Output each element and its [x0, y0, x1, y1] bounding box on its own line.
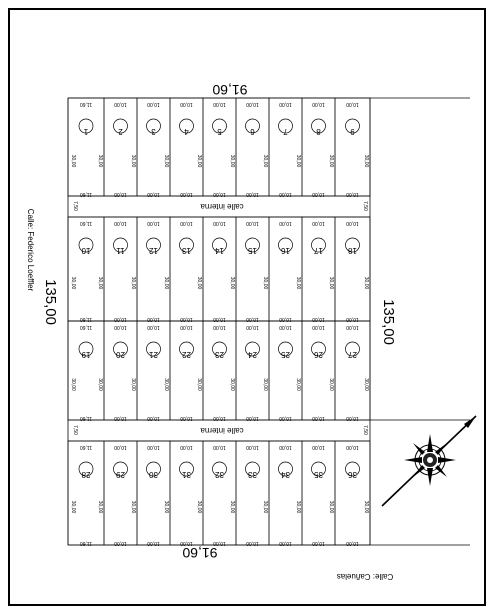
lot-front-bottom: 10,00 — [147, 415, 160, 421]
lot-number: 16 — [281, 246, 290, 255]
lot-front-top: 10,00 — [213, 101, 226, 107]
left-depth-label: 135,00 — [42, 279, 59, 325]
lot-depth: 30,00 — [295, 276, 301, 290]
lot-depth: 30,00 — [130, 500, 136, 514]
lot-front-top: 10,00 — [246, 220, 259, 226]
street-left-label: Calle: Federico Loeffler — [26, 208, 35, 292]
lot-front-top: 10,00 — [346, 444, 359, 450]
lot-number: 26 — [314, 350, 323, 359]
lot-number: 24 — [248, 350, 257, 359]
lot-depth: 30,00 — [229, 154, 235, 168]
lot-32 — [203, 441, 236, 546]
lot-outline — [203, 217, 236, 321]
lot-outline — [302, 98, 335, 196]
lot-front-bottom: 10,00 — [346, 191, 359, 197]
lots-layer — [68, 98, 370, 546]
lot-29 — [104, 441, 137, 546]
lot-number: 15 — [248, 246, 257, 255]
lot-front-top: 10,00 — [147, 444, 160, 450]
lot-front-bottom: 10,00 — [147, 316, 160, 322]
lot-depth: 30,00 — [163, 154, 169, 168]
lot-number: 13 — [182, 246, 191, 255]
lot-front-top: 10,00 — [346, 220, 359, 226]
lot-front-top: 10,00 — [346, 324, 359, 330]
lot-front-bottom: 10,00 — [246, 540, 259, 546]
lot-front-bottom: 10,00 — [180, 316, 193, 322]
lot-front-bottom: 10,00 — [213, 540, 226, 546]
lot-depth: 30,00 — [163, 276, 169, 290]
lot-depth: 30,00 — [196, 276, 202, 290]
lot-14 — [203, 217, 236, 322]
lot-depth: 30,00 — [196, 154, 202, 168]
lot-number: 6 — [250, 127, 255, 136]
lot-depth: 30,00 — [262, 154, 268, 168]
lot-number: 9 — [350, 127, 355, 136]
lot-outline — [170, 98, 203, 196]
lot-outline — [335, 441, 370, 545]
lot-number: 30 — [149, 470, 158, 479]
lot-outline — [68, 321, 104, 420]
lot-front-top: 10,00 — [147, 324, 160, 330]
lot-front-top: 10,00 — [279, 444, 292, 450]
lot-28 — [68, 441, 104, 546]
lot-depth: 30,00 — [130, 378, 136, 391]
internal-street-upper-label: calle interna — [200, 202, 244, 211]
right-depth-label: 135,00 — [380, 299, 397, 345]
lot-23 — [203, 321, 236, 421]
lot-number: 27 — [348, 350, 357, 359]
lot-outline — [335, 217, 370, 321]
lot-outline — [236, 217, 269, 321]
lot-front-bottom: 10,00 — [114, 191, 127, 197]
lot-front-bottom: 10,00 — [312, 316, 325, 322]
lot-19 — [68, 321, 104, 421]
lot-front-top: 11,60 — [79, 444, 93, 450]
lot-front-top: 10,00 — [180, 444, 193, 450]
lot-outline — [104, 98, 137, 196]
lot-front-top: 10,00 — [312, 444, 325, 450]
lot-outline — [203, 321, 236, 420]
lot-front-top: 10,00 — [346, 101, 359, 107]
lot-number: 22 — [182, 350, 191, 359]
lot-front-top: 10,00 — [180, 101, 193, 107]
lot-13 — [170, 217, 203, 322]
lot-number: 34 — [281, 470, 290, 479]
lot-9 — [335, 98, 370, 197]
lot-outline — [104, 321, 137, 420]
lot-31 — [170, 441, 203, 546]
lot-number: 32 — [215, 470, 224, 479]
lot-15 — [236, 217, 269, 322]
lot-depth-left: 30,00 — [70, 500, 76, 514]
lot-depth: 30,00 — [262, 276, 268, 290]
lot-depth: 30,00 — [97, 154, 103, 168]
lot-number: 20 — [116, 350, 125, 359]
lot-depth: 30,00 — [163, 378, 169, 391]
lot-depth: 30,00 — [262, 500, 268, 514]
lot-number: 3 — [151, 127, 156, 136]
lot-11 — [104, 217, 137, 322]
lot-number: 23 — [215, 350, 224, 359]
lot-depth: 30,00 — [229, 500, 235, 514]
lot-depth: 30,00 — [295, 378, 301, 391]
lot-outline — [137, 98, 170, 196]
lot-front-top: 10,00 — [246, 324, 259, 330]
lot-outline — [104, 217, 137, 321]
lot-depth: 30,00 — [97, 500, 103, 514]
lot-front-top: 10,00 — [147, 220, 160, 226]
lot-number: 18 — [348, 246, 357, 255]
lot-number: 31 — [182, 470, 191, 479]
lot-depth: 30,00 — [328, 500, 334, 514]
lot-depth: 30,00 — [262, 378, 268, 391]
lot-outline — [203, 98, 236, 196]
lot-front-bottom: 10,00 — [213, 415, 226, 421]
street-bottom-label: Calle: Cañuelas — [336, 572, 394, 581]
lot-front-top: 10,00 — [213, 444, 226, 450]
lot-outline — [269, 217, 302, 321]
lot-outline — [170, 321, 203, 420]
lot-outline — [302, 321, 335, 420]
lot-22 — [170, 321, 203, 421]
lot-outline — [104, 441, 137, 545]
lot-front-bottom: 10,00 — [312, 415, 325, 421]
lot-depth: 30,00 — [328, 378, 334, 391]
lot-depth-left: 30,00 — [70, 378, 76, 391]
lot-number: 35 — [314, 470, 323, 479]
lot-27 — [335, 321, 370, 421]
lot-front-bottom: 10,00 — [147, 191, 160, 197]
lot-depth: 30,00 — [130, 276, 136, 290]
lot-outline — [302, 217, 335, 321]
lot-front-bottom: 10,00 — [114, 316, 127, 322]
lot-front-bottom: 10,00 — [180, 415, 193, 421]
lot-number: 29 — [116, 470, 125, 479]
lot-outline — [203, 441, 236, 545]
lot-depth: 30,00 — [196, 378, 202, 391]
lot-front-bottom: 10,00 — [114, 540, 127, 546]
lot-depth: 30,00 — [328, 154, 334, 168]
lot-front-bottom: 11,60 — [79, 191, 93, 197]
lot-36 — [335, 441, 370, 546]
lot-26 — [302, 321, 335, 421]
lot-12 — [137, 217, 170, 322]
lot-number: 36 — [348, 470, 357, 479]
lot-front-bottom: 10,00 — [246, 316, 259, 322]
internal-street-lower-label: calle interna — [200, 426, 244, 435]
lot-number: 10 — [81, 246, 91, 255]
lot-front-bottom: 10,00 — [246, 415, 259, 421]
lot-front-bottom: 10,00 — [279, 540, 292, 546]
lot-front-top: 10,00 — [213, 324, 226, 330]
lot-outline — [236, 98, 269, 196]
lot-front-bottom: 10,00 — [312, 540, 325, 546]
lot-front-bottom: 10,00 — [246, 191, 259, 197]
lot-outline — [137, 217, 170, 321]
lot-25 — [269, 321, 302, 421]
lot-front-bottom: 10,00 — [180, 191, 193, 197]
lot-outline — [236, 441, 269, 545]
lot-depth: 30,00 — [363, 378, 369, 391]
lot-4 — [170, 98, 203, 197]
lot-front-bottom: 10,00 — [346, 540, 359, 546]
lot-16 — [269, 217, 302, 322]
lot-18 — [335, 217, 370, 322]
lot-front-top: 10,00 — [312, 101, 325, 107]
lot-front-top: 10,00 — [114, 101, 127, 107]
lot-front-bottom: 10,00 — [312, 191, 325, 197]
lot-outline — [170, 441, 203, 545]
lot-outline — [68, 217, 104, 321]
lot-outline — [68, 441, 104, 545]
lot-10 — [68, 217, 104, 322]
lot-front-top: 10,00 — [279, 324, 292, 330]
lot-front-bottom: 10,00 — [213, 316, 226, 322]
lot-outline — [170, 217, 203, 321]
lot-front-top: 10,00 — [114, 324, 127, 330]
top-width-label: 91,60 — [212, 82, 248, 98]
lot-number: 14 — [215, 246, 224, 255]
lot-depth: 30,00 — [295, 500, 301, 514]
lot-depth: 30,00 — [363, 500, 369, 514]
lot-depth: 30,00 — [163, 500, 169, 514]
lot-outline — [137, 321, 170, 420]
lot-depth: 30,00 — [363, 276, 369, 290]
lot-front-top: 10,00 — [180, 324, 193, 330]
lot-front-top: 10,00 — [114, 444, 127, 450]
lot-depth: 30,00 — [363, 154, 369, 168]
lot-outline — [236, 321, 269, 420]
lot-front-bottom: 11,60 — [79, 540, 93, 546]
lot-number: 25 — [281, 350, 290, 359]
lot-outline — [68, 98, 104, 196]
lot-depth: 30,00 — [196, 500, 202, 514]
lot-24 — [236, 321, 269, 421]
lot-17 — [302, 217, 335, 322]
lot-outline — [335, 321, 370, 420]
lot-front-bottom: 10,00 — [279, 191, 292, 197]
lot-30 — [137, 441, 170, 546]
lot-outline — [269, 441, 302, 545]
lot-number: 28 — [81, 470, 91, 479]
lot-8 — [302, 98, 335, 197]
lot-2 — [104, 98, 137, 197]
lot-front-top: 10,00 — [213, 220, 226, 226]
lot-6 — [236, 98, 269, 197]
lot-front-top: 10,00 — [312, 324, 325, 330]
lot-front-bottom: 10,00 — [346, 316, 359, 322]
lot-depth: 30,00 — [229, 378, 235, 391]
lot-number: 5 — [217, 127, 222, 136]
internal-street-upper-width-left: 7,50 — [72, 201, 78, 211]
lot-front-top: 11,60 — [79, 220, 93, 226]
lot-depth: 30,00 — [97, 378, 103, 391]
lot-number: 21 — [149, 350, 158, 359]
lot-number: 12 — [149, 246, 158, 255]
lot-number: 33 — [248, 470, 257, 479]
lot-5 — [203, 98, 236, 197]
lot-number: 1 — [83, 127, 89, 136]
lot-35 — [302, 441, 335, 546]
lot-33 — [236, 441, 269, 546]
internal-street-lower-width-right: 7,50 — [362, 425, 368, 435]
lot-number: 8 — [316, 127, 321, 136]
lot-front-top: 10,00 — [246, 101, 259, 107]
lot-number: 4 — [184, 127, 189, 136]
lot-outline — [269, 98, 302, 196]
internal-street-lower-width-left: 7,50 — [72, 425, 78, 435]
lot-20 — [104, 321, 137, 421]
lot-front-top: 10,00 — [279, 101, 292, 107]
lot-number: 17 — [314, 246, 323, 255]
internal-street-upper-width-right: 7,50 — [362, 201, 368, 211]
lot-number: 19 — [81, 350, 91, 359]
lot-front-top: 10,00 — [147, 101, 160, 107]
lot-depth: 30,00 — [295, 154, 301, 168]
lot-front-bottom: 10,00 — [114, 415, 127, 421]
lot-outline — [137, 441, 170, 545]
lot-depth-left: 30,00 — [70, 154, 76, 168]
bottom-width-label: 91,60 — [182, 545, 218, 561]
lot-front-bottom: 10,00 — [279, 316, 292, 322]
lot-depth: 30,00 — [97, 276, 103, 290]
lot-front-bottom: 10,00 — [147, 540, 160, 546]
lot-depth: 30,00 — [328, 276, 334, 290]
lot-number: 11 — [116, 246, 125, 255]
lot-outline — [269, 321, 302, 420]
lot-front-top: 10,00 — [279, 220, 292, 226]
lot-front-bottom: 10,00 — [213, 191, 226, 197]
lot-3 — [137, 98, 170, 197]
lot-outline — [302, 441, 335, 545]
lot-number: 7 — [283, 127, 288, 136]
lot-depth: 30,00 — [130, 154, 136, 168]
compass-rose-icon — [382, 416, 476, 506]
lot-front-bottom: 10,00 — [180, 540, 193, 546]
lot-front-top: 11,60 — [79, 324, 93, 330]
lot-front-top: 10,00 — [246, 444, 259, 450]
lot-7 — [269, 98, 302, 197]
lot-depth: 30,00 — [229, 276, 235, 290]
lot-front-top: 10,00 — [114, 220, 127, 226]
lot-21 — [137, 321, 170, 421]
lot-number: 2 — [118, 127, 123, 136]
lot-front-top: 10,00 — [312, 220, 325, 226]
lot-front-bottom: 11,60 — [79, 415, 93, 421]
lot-34 — [269, 441, 302, 546]
lot-front-bottom: 10,00 — [279, 415, 292, 421]
lot-outline — [335, 98, 370, 196]
lot-front-bottom: 10,00 — [346, 415, 359, 421]
lot-front-bottom: 11,60 — [79, 316, 93, 322]
lot-front-top: 11,60 — [79, 101, 93, 107]
lot-1 — [68, 98, 104, 197]
lot-depth-left: 30,00 — [70, 276, 76, 290]
lot-front-top: 10,00 — [180, 220, 193, 226]
